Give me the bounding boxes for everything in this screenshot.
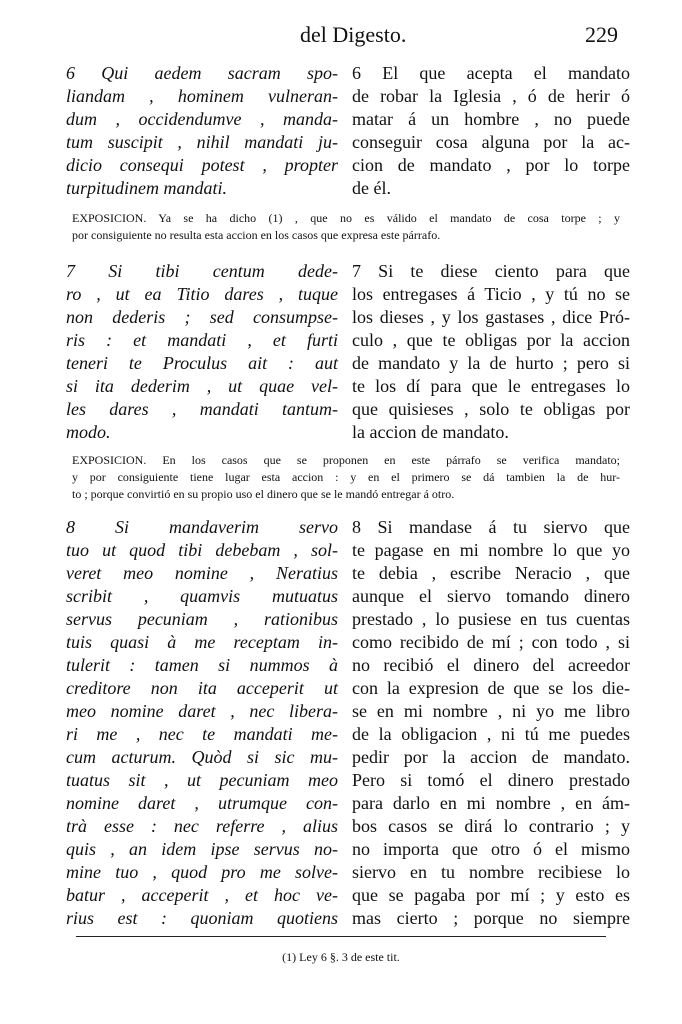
text-line: para darlo en mi nombre , en ám- [352,793,630,813]
text-line: ris : et mandati , et furti [66,330,338,350]
text-line: que se pagaba por mí ; y esto es [352,885,630,905]
text-line: los dieses , y los gastases , dice Pró- [352,307,630,327]
text-line: non dederis ; sed consumpse- [66,307,338,327]
text-line: mas cierto ; porque no siempre [352,908,630,928]
text-line: scribit , quamvis mutuatus [66,586,338,606]
latin-text-6 [66,62,338,200]
exposicion-line: y por consiguiente tiene lugar esta accion : y en el primero se dá tambien la de hur- [72,470,620,484]
exposicion-7 [72,452,620,503]
text-line: turpitudinem mandati. [66,178,227,198]
text-line: 8 Si mandase á tu siervo que [352,517,630,537]
text-line: pedir por la accion de mandato. [352,747,630,767]
text-line: dicio consequi potest , propter [66,155,338,175]
text-line: meo nomine daret , nec libera- [66,701,338,721]
exposicion-line: por consiguiente no resulta esta accion en los casos que expresa este párrafo. [72,228,441,242]
text-line: tulerit : tamen si nummos à [66,655,338,675]
text-line: de la obligacion , ni tú me puedes [352,724,630,744]
text-line: teneri te Proculus ait : aut [66,353,338,373]
text-line: aunque el siervo tomando dinero [352,586,630,606]
text-line: como recibido de mí ; con todo , si [352,632,630,652]
footnote-rule [76,936,606,937]
text-line: cion de mandato , por lo torpe [352,155,630,175]
text-line: culo , que te obligas por la accion [352,330,630,350]
text-line: que quisieses , solo te obligas por [352,399,630,419]
text-line: tuatus sit , ut pecuniam meo [66,770,338,790]
text-line: la accion de mandato. [352,422,509,442]
text-line: modo. [66,422,111,442]
text-line: cum acturum. Quòd si sic mu- [66,747,338,767]
paragraph-8 [66,516,630,930]
page-number: 229 [585,22,618,47]
text-line: se en mi nombre , ni yo me libro [352,701,630,721]
spanish-text-6 [352,62,630,200]
text-line: prestado , lo pusiese en tus cuentas [352,609,630,629]
text-line: de mandato y la de hurto ; pero si [352,353,630,373]
page-header [0,22,682,58]
text-line: los entregases á Ticio , y tú no se [352,284,630,304]
latin-text-7 [66,260,338,444]
text-line: si ita dederim , ut quae vel- [66,376,338,396]
exposicion-line: EXPOSICION. En los casos que se proponen en este párrafo se verifica mandato; [72,453,620,467]
spanish-text-7 [352,260,630,444]
paragraph-6 [66,62,630,202]
text-line: de él. [352,178,391,198]
text-line: ri me , nec te mandati me- [66,724,338,744]
text-line: matar á un hombre , no puede [352,109,630,129]
text-line: conseguir cosa alguna por la ac- [352,132,630,152]
exposicion-line: EXPOSICION. Ya se ha dicho (1) , que no es válido el mandato de cosa torpe ; y [72,211,620,225]
footnote: (1) Ley 6 §. 3 de este tit. [282,950,400,964]
exposicion-6 [72,210,620,244]
text-line: rius est : quoniam quotiens [66,908,338,928]
text-line: 7 Si te diese ciento para que [352,261,630,281]
text-line: dum , occidendumve , manda- [66,109,338,129]
text-line: de robar la Iglesia , ó de herir ó [352,86,630,106]
text-line: mine tuo , quod pro me solve- [66,862,338,882]
text-line: siervo en tu nombre recibiese lo [352,862,630,882]
text-line: no importa que otro ó el mismo [352,839,630,859]
running-title: del Digesto. [300,22,407,47]
text-line: bos casos se dirá lo contrario ; y [352,816,630,836]
text-line: servus pecuniam , rationibus [66,609,338,629]
text-line: tuo ut quod tibi debebam , sol- [66,540,338,560]
text-line: te los dí para que le entregases lo [352,376,630,396]
text-line: te debia , escribe Neracio , que [352,563,630,583]
text-line: veret meo nomine , Neratius [66,563,338,583]
text-line: te pagase en mi nombre lo que yo [352,540,630,560]
paragraph-7 [66,260,630,444]
text-line: quis , an idem ipse servus no- [66,839,338,859]
text-line: 8 Si mandaverim servo [66,517,338,537]
text-line: les dares , mandati tantum- [66,399,338,419]
text-line: 6 Qui aedem sacram spo- [66,63,338,83]
exposicion-line: to ; porque convirtió en su propio uso el dinero que se le mandó entregar á otro. [72,487,455,501]
text-line: creditore non ita acceperit ut [66,678,338,698]
text-line: 6 El que acepta el mandato [352,63,630,83]
text-line: tum suscipit , nihil mandati ju- [66,132,338,152]
text-line: ro , ut ea Titio dares , tuque [66,284,338,304]
text-line: trà esse : nec referre , alius [66,816,338,836]
latin-text-8 [66,516,338,930]
text-line: tuis quasi à me receptam in- [66,632,338,652]
text-line: batur , acceperit , et hoc ve- [66,885,338,905]
text-line: Pero si tomó el dinero prestado [352,770,630,790]
spanish-text-8 [352,516,630,930]
text-line: con la expresion de que se los die- [352,678,630,698]
text-line: nomine daret , utrumque con- [66,793,338,813]
text-line: no recibió el dinero del acreedor [352,655,630,675]
text-line: liandam , hominem vulneran- [66,86,338,106]
text-line: 7 Si tibi centum dede- [66,261,338,281]
